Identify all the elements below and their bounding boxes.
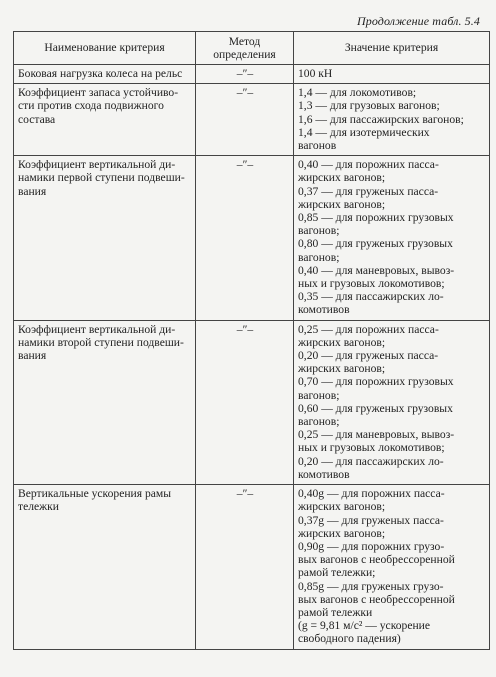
criterion-value-line: (g = 9,81 м/с² — ускорение <box>298 619 431 633</box>
criterion-name-line: Коэффициент вертикальной ди- <box>18 322 176 336</box>
criterion-value-line: вагонов; <box>298 250 340 264</box>
header-method-line-2: определения <box>213 48 276 61</box>
criterion-value-line: ных и грузовых локомотивов; <box>298 277 445 291</box>
criterion-name-line: вания <box>18 184 47 198</box>
criterion-value-line: рамой тележки <box>298 605 373 619</box>
criterion-value-line: жирских вагонов; <box>298 526 386 540</box>
criterion-name-cell <box>14 65 196 84</box>
table-body <box>14 65 490 650</box>
table-row <box>14 485 490 649</box>
criterion-name-line: намики первой ступени подвеши- <box>18 171 185 185</box>
method-cell: –″– <box>196 65 294 84</box>
criterion-value-line: 0,90g — для порожних грузо- <box>298 539 445 553</box>
table-row <box>14 65 490 84</box>
criterion-value-line: жирских вагонов; <box>298 171 386 185</box>
header-criterion-value: Значение критерия <box>294 32 490 65</box>
criterion-value-cell <box>294 156 490 320</box>
criterion-value-line: комотивов <box>298 303 350 317</box>
table-row <box>14 84 490 156</box>
criterion-value-line: жирских вагонов; <box>298 362 386 376</box>
table-header-row <box>14 32 490 65</box>
criterion-value-line: вагонов <box>298 139 337 153</box>
criterion-value-line: вагонов; <box>298 415 340 429</box>
criterion-value-line: 0,35 — для пассажирских ло- <box>298 290 444 304</box>
criterion-value-line: 0,37g — для груженых пасса- <box>298 513 444 527</box>
criterion-value-line: 0,25 — для маневровых, вывоз- <box>298 428 455 442</box>
criterion-value-line: 0,25 — для порожних пасса- <box>298 322 439 336</box>
criterion-value-line: вагонов; <box>298 224 340 238</box>
criterion-value-line: 0,70 — для порожних грузовых <box>298 375 454 389</box>
criterion-name-line: вания <box>18 349 47 363</box>
criterion-value-line: 0,40g — для порожних пасса- <box>298 487 445 501</box>
criterion-name-line: Коэффициент вертикальной ди- <box>18 158 176 172</box>
criterion-name-cell <box>14 84 196 156</box>
method-cell: –″– <box>196 156 294 320</box>
page-bottom-margin <box>0 667 496 677</box>
criterion-name-line: сти против схода подвижного <box>18 99 164 113</box>
criteria-table <box>13 31 490 650</box>
header-method <box>196 32 294 65</box>
criterion-name-line: Боковая нагрузка колеса на рельс <box>18 67 183 80</box>
criterion-value-line: вагонов; <box>298 388 340 402</box>
criterion-value-line: 0,20 — для пассажирских ло- <box>298 454 444 468</box>
criterion-name-line: намики второй ступени подвеши- <box>18 335 184 349</box>
criterion-value-line: 0,85 — для порожних грузовых <box>298 211 454 225</box>
table-row <box>14 156 490 320</box>
method-cell: –″– <box>196 320 294 484</box>
criterion-value-line: 1,6 — для пассажирских вагонов; <box>298 112 464 126</box>
criterion-value-line: вых вагонов с необрессоренной <box>298 553 455 567</box>
criterion-value-line: 0,40 — для маневровых, вывоз- <box>298 263 455 277</box>
criterion-name-line: тележки <box>18 500 59 514</box>
criterion-value-line: жирских вагонов; <box>298 500 386 514</box>
criterion-value-line: рамой тележки; <box>298 566 376 580</box>
criterion-value-line: 1,4 — для локомотивов; <box>298 86 417 100</box>
criterion-value-line: 0,20 — для груженых пасса- <box>298 349 439 363</box>
criterion-value-cell <box>294 65 490 84</box>
criterion-value-line: 0,37 — для груженых пасса- <box>298 184 439 198</box>
criterion-value-line: жирских вагонов; <box>298 197 386 211</box>
criterion-value-line: 1,3 — для грузовых вагонов; <box>298 99 440 113</box>
criterion-value-line: свободного падения) <box>298 632 401 646</box>
criterion-value-cell <box>294 485 490 649</box>
criterion-name-line: состава <box>18 112 56 126</box>
criterion-value-line: 1,4 — для изотермических <box>298 125 430 139</box>
method-cell: –″– <box>196 84 294 156</box>
table-caption: Продолжение табл. 5.4 <box>356 14 480 28</box>
criterion-value-cell <box>294 320 490 484</box>
criterion-name-cell <box>14 485 196 649</box>
criterion-value-line: 100 кН <box>298 67 333 80</box>
criterion-name-cell <box>14 156 196 320</box>
criterion-value-cell <box>294 84 490 156</box>
criterion-value-line: жирских вагонов; <box>298 335 386 349</box>
method-cell: –″– <box>196 485 294 649</box>
criterion-value-line: комотивов <box>298 467 350 481</box>
header-criterion-name: Наименование критерия <box>14 32 196 65</box>
criterion-value-line: 0,85g — для груженых грузо- <box>298 579 444 593</box>
criterion-value-line: 0,60 — для груженых грузовых <box>298 401 453 415</box>
table-row <box>14 320 490 484</box>
criterion-value-line: 0,40 — для порожних пасса- <box>298 158 439 172</box>
criterion-value-line: 0,80 — для груженых грузовых <box>298 237 453 251</box>
criterion-name-cell <box>14 320 196 484</box>
criterion-name-line: Коэффициент запаса устойчиво- <box>18 86 179 100</box>
criterion-value-line: вых вагонов с необрессоренной <box>298 592 455 606</box>
header-method-line-1: Метод <box>228 34 261 48</box>
criterion-name-line: Вертикальные ускорения рамы <box>18 487 172 501</box>
criterion-value-line: ных и грузовых локомотивов; <box>298 441 445 455</box>
